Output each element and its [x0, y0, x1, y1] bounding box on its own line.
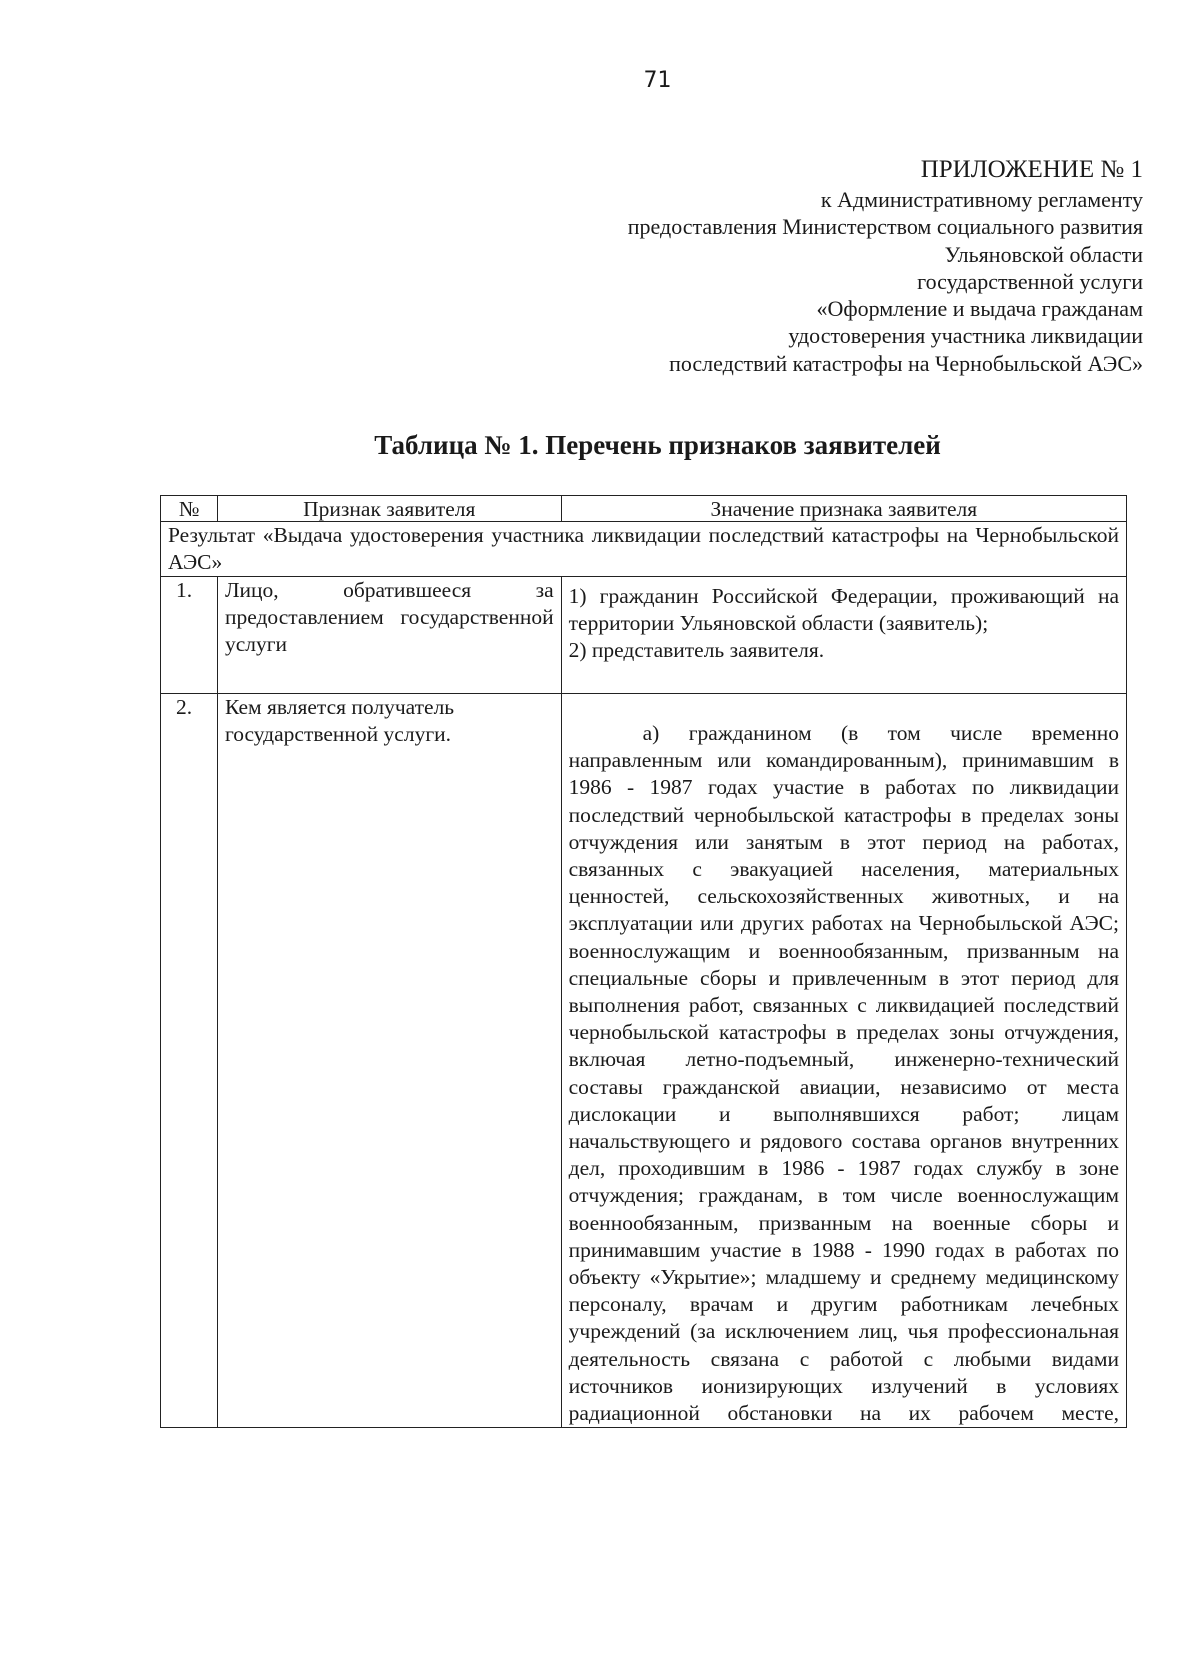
column-header-number: №: [161, 496, 218, 522]
section-row: [161, 522, 1127, 577]
appendix-line: последствий катастрофы на Чернобыльской АЭС»: [669, 350, 1143, 376]
table-row: [161, 694, 1127, 1428]
table-header-row: [161, 496, 1127, 522]
row-attribute: Лицо, обратившееся за предоставлением государственной услуги: [217, 577, 561, 694]
appendix-line: удостоверения участника ликвидации: [788, 323, 1143, 349]
appendix-line: Ульяновской области: [944, 241, 1143, 267]
row-value-item: а) гражданином (в том числе временно направленным или командированным), принимавшим в 1986 - 1987 годах участие в работах по ликвидации последствий чернобыльской катастрофы в пределах зоны отчуждения или занятым в этот период на работах, связанных с эвакуацией населения, материальных ценностей, сельскохозяйственных животных, и на эксплуатации или других работах на Чернобыльской АЭС; военнослужащим и военнообязанным, призванным на специальные сборы и привлеченным в этот период для выполнения работ, связанных с ликвидацией последствий чернобыльской катастрофы в пределах зоны отчуждения, включая летно-подъемный, инженерно-технический составы гражданской авиации, независимо от места дислокации и выполнявшихся работ; лицам начальствующего и рядового состава органов внутренних дел, проходившим в 1986 - 1987 годах службу в зоне отчуждения; гражданам, в том числе военнослужащим военнообязанным, призванным на военные сборы и принимавшим участие в 1988 - 1990 годах в работах по объекту «Укрытие»; младшему и среднему медицинскому персоналу, врачам и другим работникам лечебных учреждений (за исключением лиц, чья профессиональная деятельность связана с работой с любыми видами источников ионизирующих излучений в условиях радиационной обстановки на их рабочем месте,: [568, 721, 1119, 1426]
appendix-title: ПРИЛОЖЕНИЕ № 1: [920, 156, 1143, 183]
row-value: [561, 694, 1126, 1428]
column-header-attribute: Признак заявителя: [217, 496, 561, 522]
column-header-value: Значение признака заявителя: [561, 496, 1126, 522]
page-number: 71: [643, 68, 672, 93]
appendix-line: к Административному регламенту: [820, 187, 1143, 212]
table-row: [161, 577, 1127, 694]
appendix-line: государственной услуги: [917, 268, 1143, 294]
section-title: Результат «Выдача удостоверения участника ликвидации последствий катастрофы на Чернобыльской АЭС»: [161, 522, 1127, 577]
row-attribute: Кем является получатель государственной услуги.: [217, 694, 561, 1428]
appendix-line: предоставления Министерством социального развития: [627, 214, 1143, 240]
appendix-line: «Оформление и выдача гражданам: [816, 296, 1143, 322]
row-value-item: 1) гражданин Российской Федерации, проживающий на территории Ульяновской области (заявитель);: [568, 584, 1119, 636]
row-number: 2.: [161, 694, 218, 1428]
table-caption: Таблица № 1. Перечень признаков заявителей: [374, 430, 941, 460]
row-value: [561, 577, 1126, 694]
row-value-item: 2) представитель заявителя.: [568, 638, 825, 663]
row-number: 1.: [161, 577, 218, 694]
applicant-attributes-table: [160, 495, 1127, 1428]
appendix-header: [628, 155, 1143, 377]
